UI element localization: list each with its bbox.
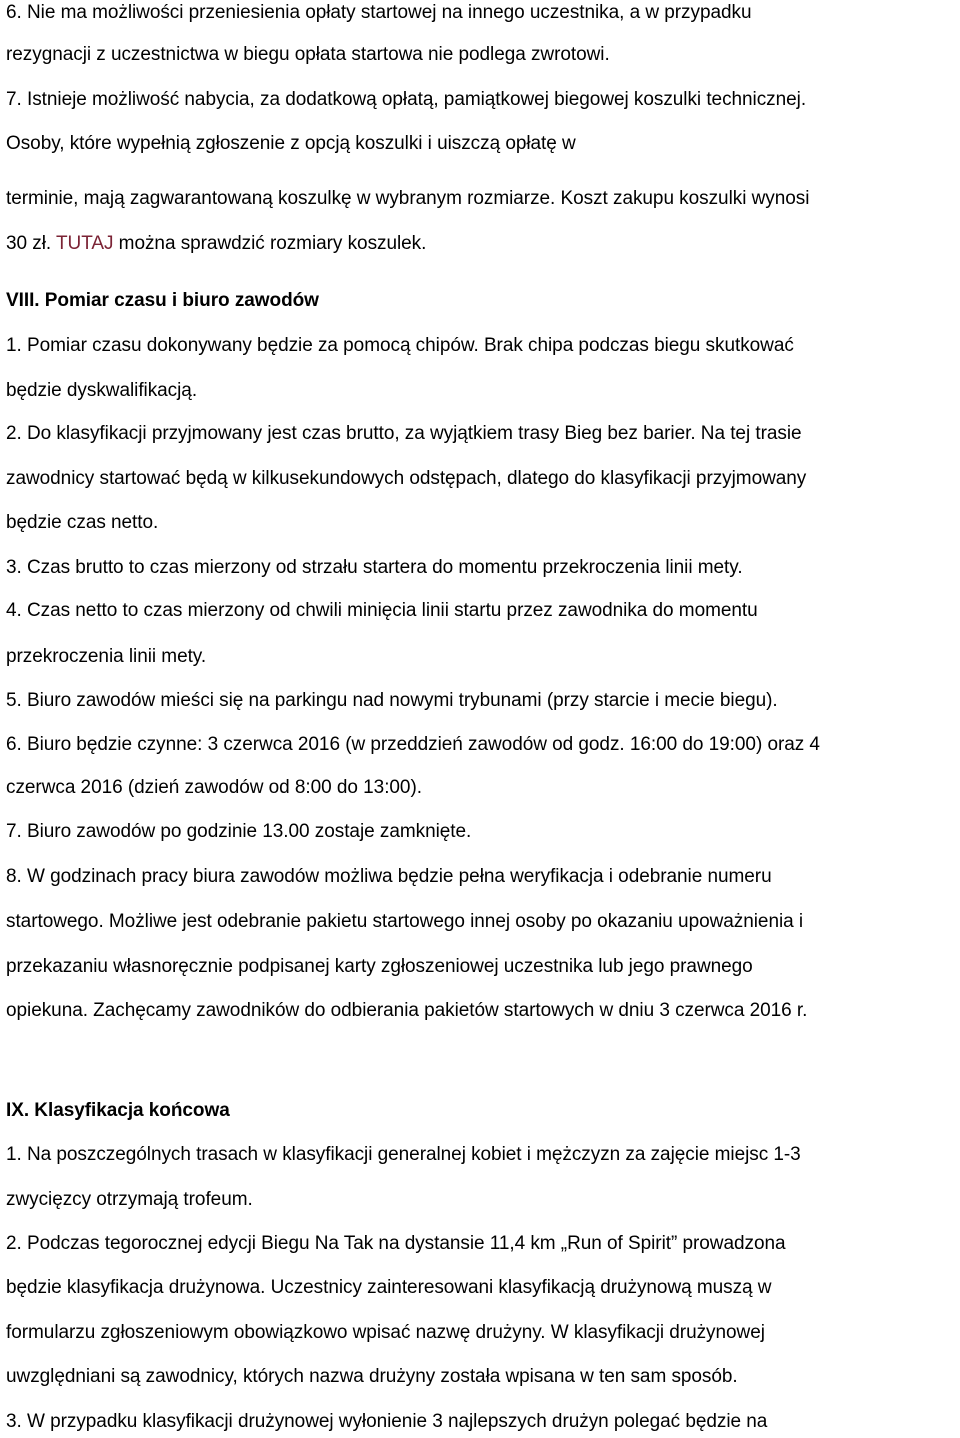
tshirt-sizes-link[interactable]: TUTAJ <box>56 233 114 254</box>
s8-item2-line3: będzie czas netto. <box>6 512 159 533</box>
s9-item2-line1: 2. Podczas tegorocznej edycji Biegu Na Tak na dystansie 11,4 km „Run of Spirit” prowadzona <box>6 1233 786 1254</box>
s7-item7-line4-suffix: można sprawdzić rozmiary koszulek. <box>113 233 427 254</box>
s7-item7-line1: 7. Istnieje możliwość nabycia, za dodatkową opłatą, pamiątkowej biegowej koszulki technicznej. <box>6 89 807 110</box>
s8-item3-line1: 3. Czas brutto to czas mierzony od strzału startera do momentu przekroczenia linii mety. <box>6 557 743 578</box>
s8-item8-line3: przekazaniu własnoręcznie podpisanej karty zgłoszeniowej uczestnika lub jego prawnego <box>6 956 753 977</box>
s7-item7-line3: terminie, mają zagwarantowaną koszulkę w wybranym rozmiarze. Koszt zakupu koszulki wynosi <box>6 188 810 209</box>
s7-item7-line2: Osoby, które wypełnią zgłoszenie z opcją koszulki i uiszczą opłatę w <box>6 133 576 154</box>
s8-item2-line1: 2. Do klasyfikacji przyjmowany jest czas brutto, za wyjątkiem trasy Bieg bez barier. Na tej trasie <box>6 423 802 444</box>
s8-item6-line2: czerwca 2016 (dzień zawodów od 8:00 do 13:00). <box>6 777 422 798</box>
s8-item5-line1: 5. Biuro zawodów mieści się na parkingu nad nowymi trybunami (przy starcie i mecie biegu). <box>6 690 778 711</box>
section-9-heading: IX. Klasyfikacja końcowa <box>6 1100 230 1121</box>
s9-item2-line4: uwzględniani są zawodnicy, których nazwa drużyny została wpisana w ten sam sposób. <box>6 1366 738 1387</box>
s9-item1-line2: zwycięzcy otrzymają trofeum. <box>6 1189 253 1210</box>
section-8-heading: VIII. Pomiar czasu i biuro zawodów <box>6 290 319 311</box>
s8-item2-line2: zawodnicy startować będą w kilkusekundowych odstępach, dlatego do klasyfikacji przyjmowany <box>6 468 807 489</box>
s8-item1-line2: będzie dyskwalifikacją. <box>6 380 198 401</box>
s9-item2-line2: będzie klasyfikacja drużynowa. Uczestnicy zainteresowani klasyfikacją drużynową muszą w <box>6 1277 772 1298</box>
s8-item8-line2: startowego. Możliwe jest odebranie pakietu startowego innej osoby po okazaniu upoważnienia i <box>6 911 804 932</box>
s8-item8-line4: opiekuna. Zachęcamy zawodników do odbierania pakietów startowych w dniu 3 czerwca 2016 r. <box>6 1000 808 1021</box>
s9-item2-line3: formularzu zgłoszeniowym obowiązkowo wpisać nazwę drużyny. W klasyfikacji drużynowej <box>6 1322 765 1343</box>
s9-item3-line1: 3. W przypadku klasyfikacji drużynowej wyłonienie 3 najlepszych drużyn polegać będzie na <box>6 1411 768 1432</box>
s8-item4-line2: przekroczenia linii mety. <box>6 646 207 667</box>
s7-item6-line1: 6. Nie ma możliwości przeniesienia opłaty startowej na innego uczestnika, a w przypadku <box>6 2 752 23</box>
s7-item7-line4-prefix: 30 zł. <box>6 233 56 254</box>
s7-item6-line2: rezygnacji z uczestnictwa w biegu opłata startowa nie podlega zwrotowi. <box>6 44 610 65</box>
s8-item4-line1: 4. Czas netto to czas mierzony od chwili minięcia linii startu przez zawodnika do momentu <box>6 600 758 621</box>
s8-item6-line1: 6. Biuro będzie czynne: 3 czerwca 2016 (w przeddzień zawodów od godz. 16:00 do 19:00) oraz 4 <box>6 734 820 755</box>
s8-item8-line1: 8. W godzinach pracy biura zawodów możliwa będzie pełna weryfikacja i odebranie numeru <box>6 866 772 887</box>
s8-item1-line1: 1. Pomiar czasu dokonywany będzie za pomocą chipów. Brak chipa podczas biegu skutkować <box>6 335 794 356</box>
s7-item7-line4 <box>6 231 426 257</box>
s9-item1-line1: 1. Na poszczególnych trasach w klasyfikacji generalnej kobiet i mężczyzn za zajęcie miejsc 1-3 <box>6 1144 801 1165</box>
s8-item7-line1: 7. Biuro zawodów po godzinie 13.00 zostaje zamknięte. <box>6 821 472 842</box>
